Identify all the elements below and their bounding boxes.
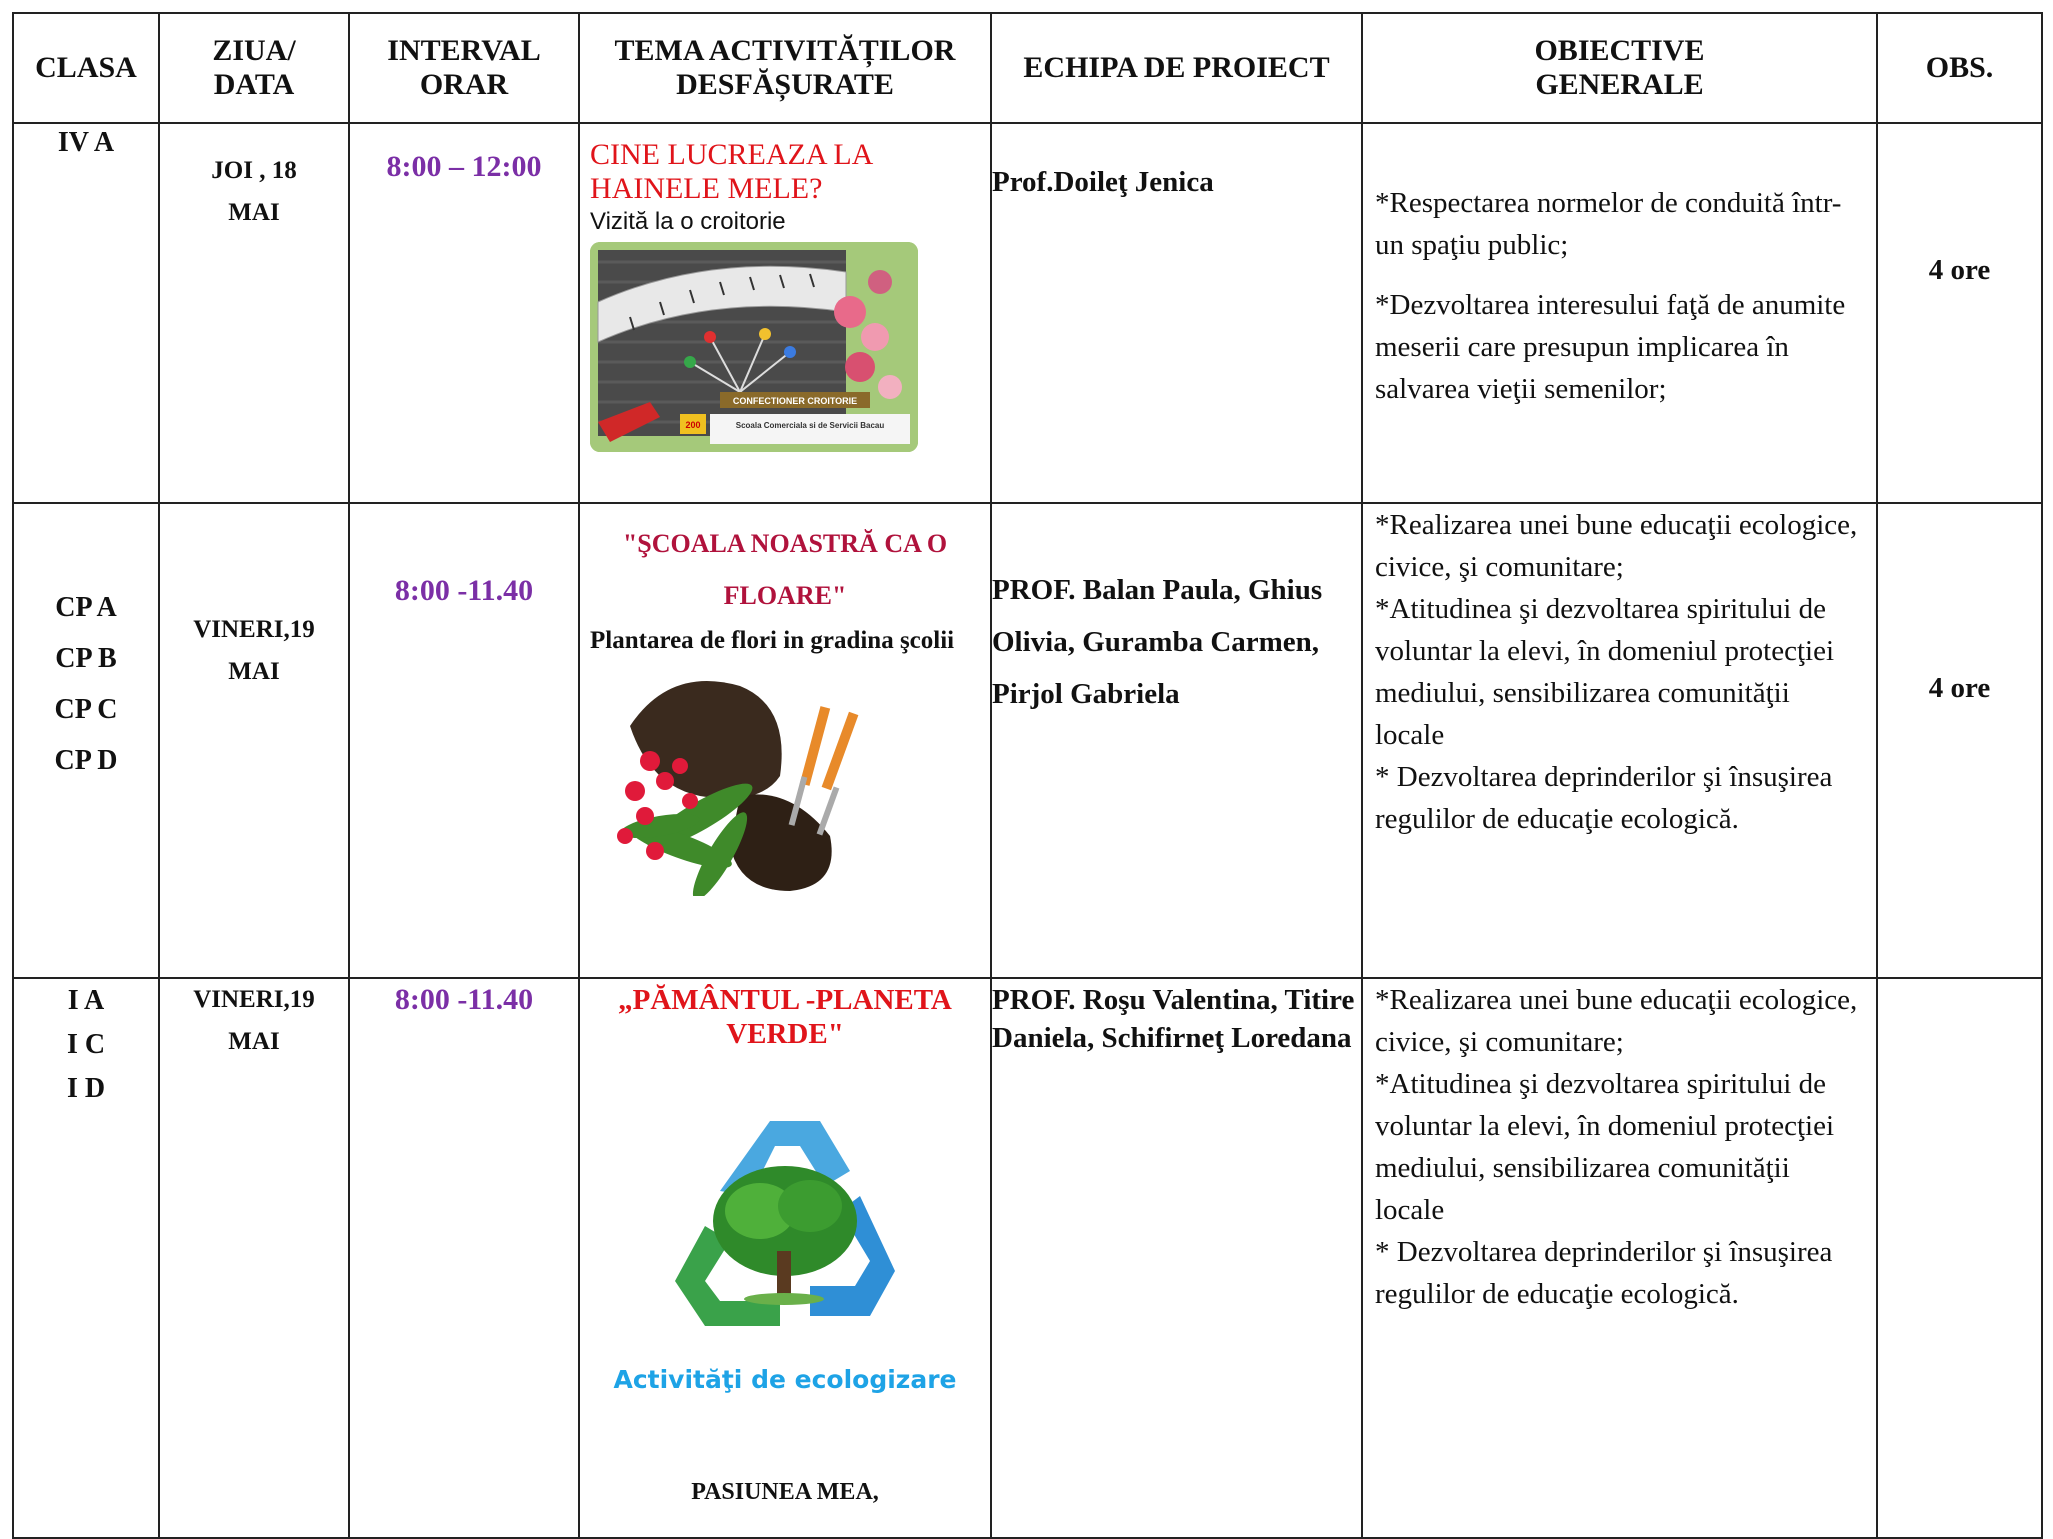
recycle-tree-logo-icon bbox=[660, 1101, 910, 1351]
class-label: CP C bbox=[54, 694, 118, 725]
row3-ziua bbox=[159, 978, 349, 1538]
row1-obiective bbox=[1362, 123, 1877, 503]
objective-item: *Respectarea normelor de conduită într-un spaţiu public; bbox=[1375, 187, 1842, 261]
activity-title: CINE LUCREAZA LA HAINELE MELE? bbox=[590, 138, 874, 205]
row2-tema bbox=[579, 503, 991, 978]
row1-tema bbox=[579, 123, 991, 503]
svg-text:CONFECTIONER CROITORIE: CONFECTIONER CROITORIE bbox=[732, 396, 858, 406]
row1-echipa: Prof.Doileţ Jenica bbox=[991, 123, 1362, 503]
row3-interval: 8:00 -11.40 bbox=[349, 978, 579, 1538]
table-row bbox=[13, 503, 2042, 978]
objective-item: *Atitudinea şi dezvoltarea spiritului de voluntar la elevi, în domeniul protecţiei mediului, sensibilizarea comunităţii locale bbox=[1375, 1068, 1835, 1226]
activity-subtitle: Vizită la o croitorie bbox=[590, 208, 786, 235]
header-echipa: ECHIPA DE PROIECT bbox=[991, 13, 1362, 123]
header-interval: INTERVAL ORAR bbox=[349, 13, 579, 123]
activity-footer: PASIUNEA MEA, bbox=[691, 1479, 879, 1505]
schedule-table bbox=[12, 12, 2043, 1539]
activity-subtitle: Activităţi de ecologizare bbox=[613, 1365, 957, 1394]
class-label: I A bbox=[67, 985, 105, 1016]
table-row bbox=[13, 978, 2042, 1538]
header-row bbox=[13, 13, 2042, 123]
row3-echipa: PROF. Roşu Valentina, Titire Daniela, Schifirneţ Loredana bbox=[991, 978, 1362, 1538]
row1-ziua bbox=[159, 123, 349, 503]
row3-tema bbox=[579, 978, 991, 1538]
class-label: CP B bbox=[55, 643, 117, 674]
svg-text:Scoala Comerciala si de Servic: Scoala Comerciala si de Servicii Bacau bbox=[735, 421, 885, 430]
activity-subtitle: Plantarea de flori in gradina şcolii bbox=[590, 627, 955, 654]
table-row bbox=[13, 123, 2042, 503]
row3-obs bbox=[1877, 978, 2042, 1538]
objective-item: *Dezvoltarea interesului faţă de anumite meserii care presupun implicarea în salvarea vieţii semenilor; bbox=[1375, 289, 1846, 405]
row2-obiective bbox=[1362, 503, 1877, 978]
row2-obs: 4 ore bbox=[1877, 503, 2042, 978]
objective-item: *Atitudinea şi dezvoltarea spiritului de voluntar la elevi, în domeniul protecţiei mediului, sensibilizarea comunităţii locale bbox=[1375, 593, 1835, 751]
objective-item: * Dezvoltarea deprinderilor şi însuşirea regulilor de educaţie ecologică. bbox=[1375, 1236, 1833, 1310]
header-clasa: CLASA bbox=[13, 13, 159, 123]
row3-obiective bbox=[1362, 978, 1877, 1538]
activity-title: „PĂMÂNTUL -PLANETA VERDE" bbox=[618, 984, 952, 1050]
row2-clasa bbox=[13, 503, 159, 978]
class-label: I D bbox=[66, 1073, 106, 1104]
day-text: VINERI,19 bbox=[193, 986, 315, 1013]
tailoring-photo-icon bbox=[590, 242, 918, 452]
row1-clasa bbox=[13, 123, 159, 503]
month-text: MAI bbox=[228, 1028, 280, 1055]
row2-ziua bbox=[159, 503, 349, 978]
objective-item: * Dezvoltarea deprinderilor şi însuşirea regulilor de educaţie ecologică. bbox=[1375, 761, 1833, 835]
header-obiective: OBIECTIVE GENERALE bbox=[1362, 13, 1877, 123]
day-text: JOI , 18 bbox=[211, 157, 297, 184]
row3-clasa bbox=[13, 978, 159, 1538]
month-text: MAI bbox=[228, 658, 280, 685]
month-text: MAI bbox=[228, 199, 280, 226]
svg-text:200: 200 bbox=[685, 420, 701, 430]
objective-item: *Realizarea unei bune educaţii ecologice, civice, şi comunitare; bbox=[1375, 984, 1858, 1058]
row2-interval: 8:00 -11.40 bbox=[349, 503, 579, 978]
activity-title: "ŞCOALA NOASTRĂ CA O FLOARE" bbox=[622, 529, 948, 610]
header-tema: TEMA ACTIVITĂȚILOR DESFĂȘURATE bbox=[579, 13, 991, 123]
class-label: IV A bbox=[57, 127, 115, 158]
row1-obs: 4 ore bbox=[1877, 123, 2042, 503]
flowers-planting-photo-icon bbox=[590, 666, 880, 896]
day-text: VINERI,19 bbox=[193, 616, 315, 643]
class-label: CP D bbox=[54, 745, 118, 776]
class-label: I C bbox=[66, 1029, 106, 1060]
class-label: CP A bbox=[55, 592, 117, 623]
header-obs: OBS. bbox=[1877, 13, 2042, 123]
header-ziua-data: ZIUA/ DATA bbox=[159, 13, 349, 123]
row1-interval: 8:00 – 12:00 bbox=[349, 123, 579, 503]
objective-item: *Realizarea unei bune educaţii ecologice, civice, şi comunitare; bbox=[1375, 509, 1858, 583]
row2-echipa: PROF. Balan Paula, Ghius Olivia, Guramba Carmen, Pirjol Gabriela bbox=[991, 503, 1362, 978]
